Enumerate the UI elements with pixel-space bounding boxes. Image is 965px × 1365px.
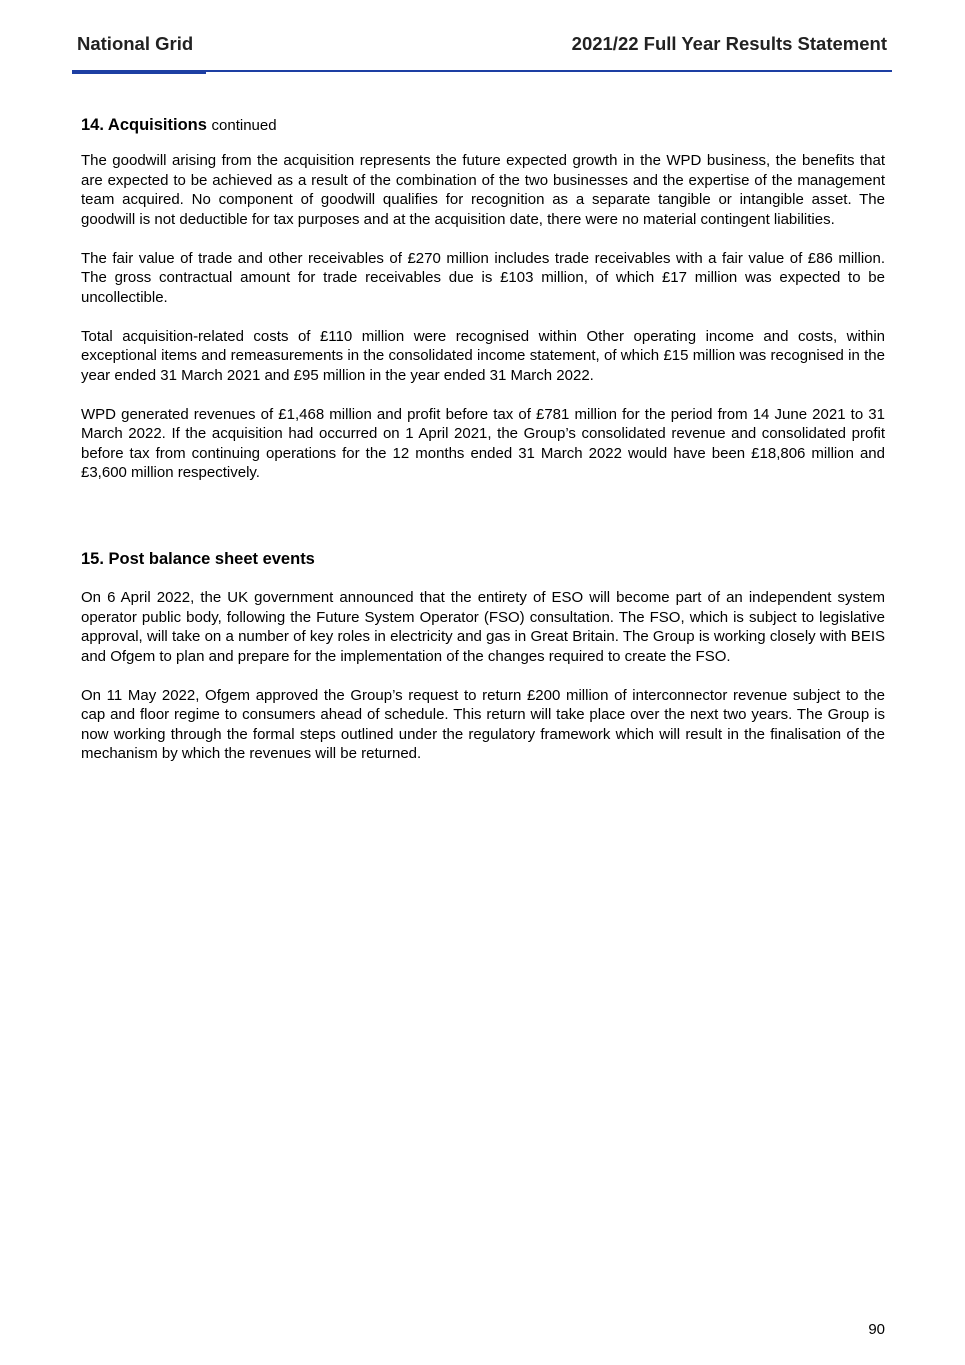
paragraph-acquisition-costs: Total acquisition-related costs of £110 million were recognised within Other operating income and costs, within exceptional items and remeasurements in the consolidated income statement, of which £15 million was recognised in the year ended 31 March 2021 and £95 million in the year ended 31 March 2022. [81,327,885,384]
document-title: 2021/22 Full Year Results Statement [571,33,887,54]
paragraph-interconnector: On 11 May 2022, Ofgem approved the Group’s request to return £200 million of interconnector revenue subject to the cap and floor regime to consumers ahead of schedule. This return will take place over the next two years. The Group is now working through the formal steps outlined under the regulatory framework which will result in the finalisation of the mechanism by which the revenues will be returned. [81,686,885,762]
paragraph-goodwill: The goodwill arising from the acquisition represents the future expected growth in the WPD business, the benefits that are expected to be achieved as a result of the combination of the two businesses and the expertise of the management team acquired. No component of goodwill qualifies for recognition as a separate tangible or intangible asset. The goodwill is not deductible for tax purposes and at the acquisition date, there were no material contingent liabilities. [81,152,885,228]
paragraph-wpd-revenues: WPD generated revenues of £1,468 million and profit before tax of £781 million for the period from 14 June 2021 to 31 March 2022. If the acquisition had occurred on 1 April 2021, the Group’s consolidated revenue and consolidated profit before tax from continuing operations for the 12 months ended 31 March 2022 would have been £18,806 million and £3,600 million respectively. [81,405,885,481]
company-name: National Grid [77,33,194,54]
section-spacer [81,502,885,549]
section-title: 14. Acquisitions [81,116,207,134]
page-header [72,33,891,59]
paragraph-eso: On 6 April 2022, the UK government announced that the entirety of ESO will become part of an independent system operator public body, following the Future System Operator (FSO) consultation. The FSO, which is subject to legislative approval, will take on a number of key roles in electricity and gas in Great Britain. The Group is working closely with BEIS and Ofgem to plan and prepare for the implementation of the changes required to create the FSO. [81,589,885,665]
page-number: 90 [868,1321,885,1338]
header-accent-bar [72,70,206,74]
section-continued-label: continued [211,117,277,134]
paragraph-receivables: The fair value of trade and other receivables of £270 million includes trade receivables with a fair value of £86 million. The gross contractual amount for trade receivables due is £103 million, of which £17 million was expected to be uncollectible. [81,249,885,306]
page-content [81,115,885,783]
section-heading-acquisitions [81,115,885,136]
section-title: 15. Post balance sheet events [81,550,315,568]
section-heading-post-balance-sheet [81,549,885,569]
